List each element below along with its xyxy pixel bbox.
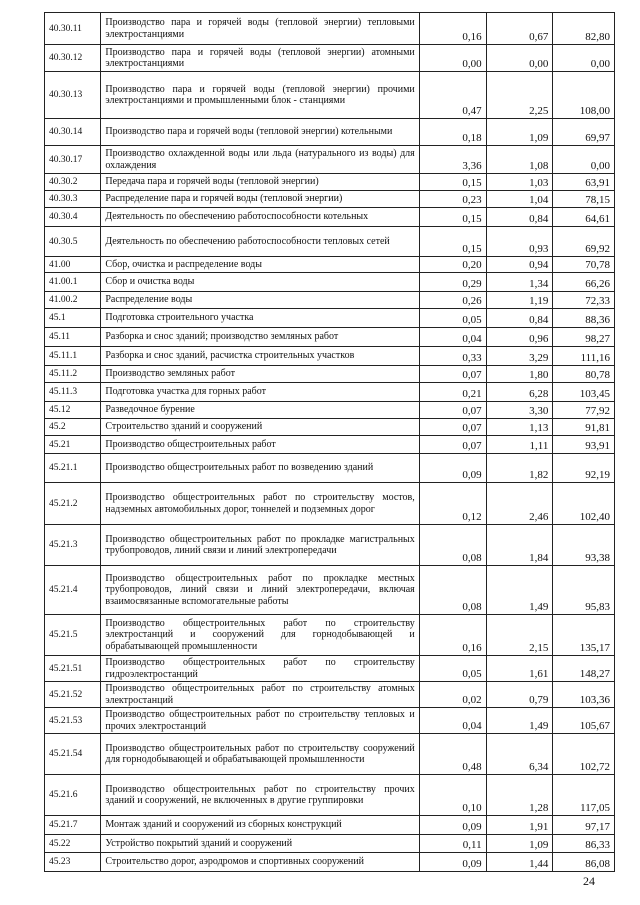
table-row	[45, 419, 615, 436]
okved-code: 45.11	[45, 328, 101, 347]
activity-name: Разборка и снос зданий, расчистка строительных участков	[101, 347, 419, 366]
value-1: 0,04	[419, 708, 486, 734]
value-2: 1,49	[486, 708, 553, 734]
table-row	[45, 366, 615, 383]
value-2: 3,29	[486, 347, 553, 366]
value-2: 1,19	[486, 292, 553, 309]
okved-code: 45.1	[45, 309, 101, 328]
okved-code: 45.23	[45, 853, 101, 872]
value-1: 0,08	[419, 525, 486, 566]
value-1: 0,09	[419, 816, 486, 835]
value-2: 1,91	[486, 816, 553, 835]
value-3: 80,78	[553, 366, 615, 383]
value-3: 69,97	[553, 119, 615, 146]
okved-code: 45.22	[45, 835, 101, 853]
value-2: 1,84	[486, 525, 553, 566]
table-row	[45, 208, 615, 227]
table-row	[45, 146, 615, 174]
value-1: 0,00	[419, 45, 486, 72]
okved-code: 40.30.13	[45, 72, 101, 119]
table-row	[45, 775, 615, 816]
okved-code: 45.21.6	[45, 775, 101, 816]
value-3: 82,80	[553, 13, 615, 45]
value-1: 0,33	[419, 347, 486, 366]
table-row	[45, 816, 615, 835]
table-row	[45, 656, 615, 682]
table-row	[45, 454, 615, 483]
activity-name: Распределение воды	[101, 292, 419, 309]
okved-code: 45.21.1	[45, 454, 101, 483]
okved-code: 40.30.12	[45, 45, 101, 72]
value-1: 3,36	[419, 146, 486, 174]
value-1: 0,07	[419, 419, 486, 436]
value-1: 0,15	[419, 227, 486, 257]
table-row	[45, 615, 615, 656]
value-1: 0,08	[419, 566, 486, 615]
okved-code: 40.30.4	[45, 208, 101, 227]
okved-code: 40.30.11	[45, 13, 101, 45]
activity-name: Производство пара и горячей воды (тепловой энергии) котельными	[101, 119, 419, 146]
value-3: 72,33	[553, 292, 615, 309]
okved-code: 45.21.51	[45, 656, 101, 682]
value-2: 0,84	[486, 309, 553, 328]
activity-name: Устройство покрытий зданий и сооружений	[101, 835, 419, 853]
table-row	[45, 347, 615, 366]
activity-name: Производство общестроительных работ по прокладке магистральных трубопроводов, линий связи и линий электропередачи	[101, 525, 419, 566]
value-3: 111,16	[553, 347, 615, 366]
value-1: 0,20	[419, 257, 486, 273]
table-row	[45, 227, 615, 257]
activity-name: Производство общестроительных работ по строительству атомных электростанций	[101, 682, 419, 708]
okved-code: 41.00.1	[45, 273, 101, 292]
value-3: 135,17	[553, 615, 615, 656]
table-row	[45, 402, 615, 419]
value-3: 88,36	[553, 309, 615, 328]
value-3: 97,17	[553, 816, 615, 835]
value-2: 2,46	[486, 483, 553, 525]
value-2: 1,80	[486, 366, 553, 383]
activity-name: Передача пара и горячей воды (тепловой энергии)	[101, 174, 419, 191]
okved-code: 40.30.17	[45, 146, 101, 174]
value-2: 1,13	[486, 419, 553, 436]
value-3: 93,38	[553, 525, 615, 566]
activity-name: Производство общестроительных работ	[101, 436, 419, 454]
okved-code: 40.30.14	[45, 119, 101, 146]
value-3: 93,91	[553, 436, 615, 454]
value-1: 0,48	[419, 734, 486, 775]
table-row	[45, 292, 615, 309]
value-1: 0,10	[419, 775, 486, 816]
value-2: 0,96	[486, 328, 553, 347]
activity-name: Производство охлажденной воды или льда (натурального из воды) для охлаждения	[101, 146, 419, 174]
table-row	[45, 835, 615, 853]
okved-code: 40.30.3	[45, 191, 101, 208]
okved-code: 45.21.54	[45, 734, 101, 775]
value-1: 0,16	[419, 615, 486, 656]
activity-name: Монтаж зданий и сооружений из сборных конструкций	[101, 816, 419, 835]
okved-code: 41.00	[45, 257, 101, 273]
page-number: 24	[583, 874, 595, 888]
value-3: 103,45	[553, 383, 615, 402]
value-3: 78,15	[553, 191, 615, 208]
value-1: 0,02	[419, 682, 486, 708]
value-3: 105,67	[553, 708, 615, 734]
value-1: 0,15	[419, 208, 486, 227]
value-3: 98,27	[553, 328, 615, 347]
okved-code: 45.21.3	[45, 525, 101, 566]
activity-name: Разведочное бурение	[101, 402, 419, 419]
activity-name: Производство общестроительных работ по строительству гидроэлектростанций	[101, 656, 419, 682]
value-2: 1,04	[486, 191, 553, 208]
value-2: 0,94	[486, 257, 553, 273]
okved-code: 45.21.53	[45, 708, 101, 734]
value-1: 0,05	[419, 309, 486, 328]
activity-name: Производство пара и горячей воды (тепловой энергии) тепловыми электростанциями	[101, 13, 419, 45]
table-row	[45, 191, 615, 208]
value-1: 0,15	[419, 174, 486, 191]
value-3: 0,00	[553, 146, 615, 174]
okved-code: 45.21.4	[45, 566, 101, 615]
value-3: 117,05	[553, 775, 615, 816]
activity-name: Строительство дорог, аэродромов и спортивных сооружений	[101, 853, 419, 872]
activity-name: Производство общестроительных работ по возведению зданий	[101, 454, 419, 483]
value-3: 86,08	[553, 853, 615, 872]
value-2: 0,00	[486, 45, 553, 72]
table-row	[45, 45, 615, 72]
table-row	[45, 328, 615, 347]
table-row	[45, 174, 615, 191]
table-row	[45, 257, 615, 273]
table-row	[45, 309, 615, 328]
data-table	[44, 12, 615, 872]
value-3: 69,92	[553, 227, 615, 257]
value-2: 1,82	[486, 454, 553, 483]
activity-name: Подготовка строительного участка	[101, 309, 419, 328]
activity-name: Производство общестроительных работ по строительству тепловых и прочих электростанций	[101, 708, 419, 734]
table-row	[45, 853, 615, 872]
value-2: 1,49	[486, 566, 553, 615]
table-row	[45, 734, 615, 775]
value-2: 6,28	[486, 383, 553, 402]
table-row	[45, 483, 615, 525]
value-1: 0,47	[419, 72, 486, 119]
value-1: 0,12	[419, 483, 486, 525]
value-1: 0,07	[419, 436, 486, 454]
value-2: 1,28	[486, 775, 553, 816]
value-3: 91,81	[553, 419, 615, 436]
value-2: 1,61	[486, 656, 553, 682]
value-3: 66,26	[553, 273, 615, 292]
value-3: 77,92	[553, 402, 615, 419]
value-3: 63,91	[553, 174, 615, 191]
value-3: 92,19	[553, 454, 615, 483]
value-1: 0,21	[419, 383, 486, 402]
value-2: 1,09	[486, 119, 553, 146]
value-2: 1,11	[486, 436, 553, 454]
value-3: 108,00	[553, 72, 615, 119]
okved-code: 41.00.2	[45, 292, 101, 309]
value-1: 0,09	[419, 454, 486, 483]
value-3: 0,00	[553, 45, 615, 72]
value-2: 0,93	[486, 227, 553, 257]
value-1: 0,07	[419, 402, 486, 419]
value-1: 0,04	[419, 328, 486, 347]
value-3: 86,33	[553, 835, 615, 853]
table-row	[45, 525, 615, 566]
table-row	[45, 436, 615, 454]
activity-name: Производство земляных работ	[101, 366, 419, 383]
table-row	[45, 72, 615, 119]
value-1: 0,29	[419, 273, 486, 292]
value-2: 1,44	[486, 853, 553, 872]
value-3: 95,83	[553, 566, 615, 615]
value-1: 0,23	[419, 191, 486, 208]
okved-code: 45.21	[45, 436, 101, 454]
activity-name: Деятельность по обеспечению работоспособности котельных	[101, 208, 419, 227]
value-1: 0,26	[419, 292, 486, 309]
table-body	[45, 13, 615, 872]
okved-code: 40.30.5	[45, 227, 101, 257]
activity-name: Деятельность по обеспечению работоспособности тепловых сетей	[101, 227, 419, 257]
value-1: 0,07	[419, 366, 486, 383]
okved-code: 45.21.5	[45, 615, 101, 656]
value-2: 3,30	[486, 402, 553, 419]
value-2: 0,67	[486, 13, 553, 45]
activity-name: Производство общестроительных работ по прокладке местных трубопроводов, линий связи и линий электропередачи, включая взаимосвязанные вспомогательные работы	[101, 566, 419, 615]
activity-name: Распределение пара и горячей воды (тепловой энергии)	[101, 191, 419, 208]
value-3: 70,78	[553, 257, 615, 273]
activity-name: Производство пара и горячей воды (тепловой энергии) атомными электростанциями	[101, 45, 419, 72]
value-2: 1,03	[486, 174, 553, 191]
value-2: 1,34	[486, 273, 553, 292]
value-2: 1,09	[486, 835, 553, 853]
activity-name: Производство пара и горячей воды (тепловой энергии) прочими электростанциями и промышленными блок - станциями	[101, 72, 419, 119]
table-row	[45, 273, 615, 292]
okved-code: 45.11.2	[45, 366, 101, 383]
okved-code: 45.21.7	[45, 816, 101, 835]
activity-name: Разборка и снос зданий; производство земляных работ	[101, 328, 419, 347]
activity-name: Подготовка участка для горных работ	[101, 383, 419, 402]
okved-code: 40.30.2	[45, 174, 101, 191]
activity-name: Производство общестроительных работ по строительству мостов, надземных автомобильных дорог, тоннелей и подземных дорог	[101, 483, 419, 525]
value-3: 103,36	[553, 682, 615, 708]
value-3: 148,27	[553, 656, 615, 682]
value-1: 0,09	[419, 853, 486, 872]
table-row	[45, 708, 615, 734]
activity-name: Сбор, очистка и распределение воды	[101, 257, 419, 273]
table-row	[45, 383, 615, 402]
okved-code: 45.11.3	[45, 383, 101, 402]
activity-name: Производство общестроительных работ по строительству сооружений для горнодобывающей и обрабатывающей промышленности	[101, 734, 419, 775]
activity-name: Сбор и очистка воды	[101, 273, 419, 292]
value-2: 0,84	[486, 208, 553, 227]
table-row	[45, 13, 615, 45]
okved-code: 45.21.2	[45, 483, 101, 525]
value-2: 6,34	[486, 734, 553, 775]
value-2: 0,79	[486, 682, 553, 708]
okved-code: 45.11.1	[45, 347, 101, 366]
value-1: 0,05	[419, 656, 486, 682]
value-2: 2,15	[486, 615, 553, 656]
value-1: 0,16	[419, 13, 486, 45]
okved-code: 45.21.52	[45, 682, 101, 708]
table-row	[45, 119, 615, 146]
activity-name: Строительство зданий и сооружений	[101, 419, 419, 436]
value-2: 2,25	[486, 72, 553, 119]
value-3: 102,40	[553, 483, 615, 525]
value-2: 1,08	[486, 146, 553, 174]
table-row	[45, 682, 615, 708]
activity-name: Производство общестроительных работ по строительству прочих зданий и сооружений, не включенных в другие группировки	[101, 775, 419, 816]
value-1: 0,18	[419, 119, 486, 146]
okved-code: 45.2	[45, 419, 101, 436]
value-3: 64,61	[553, 208, 615, 227]
table-row	[45, 566, 615, 615]
value-3: 102,72	[553, 734, 615, 775]
value-1: 0,11	[419, 835, 486, 853]
activity-name: Производство общестроительных работ по строительству электростанций и сооружений для горнодобывающей и обрабатывающей промышленности	[101, 615, 419, 656]
okved-code: 45.12	[45, 402, 101, 419]
